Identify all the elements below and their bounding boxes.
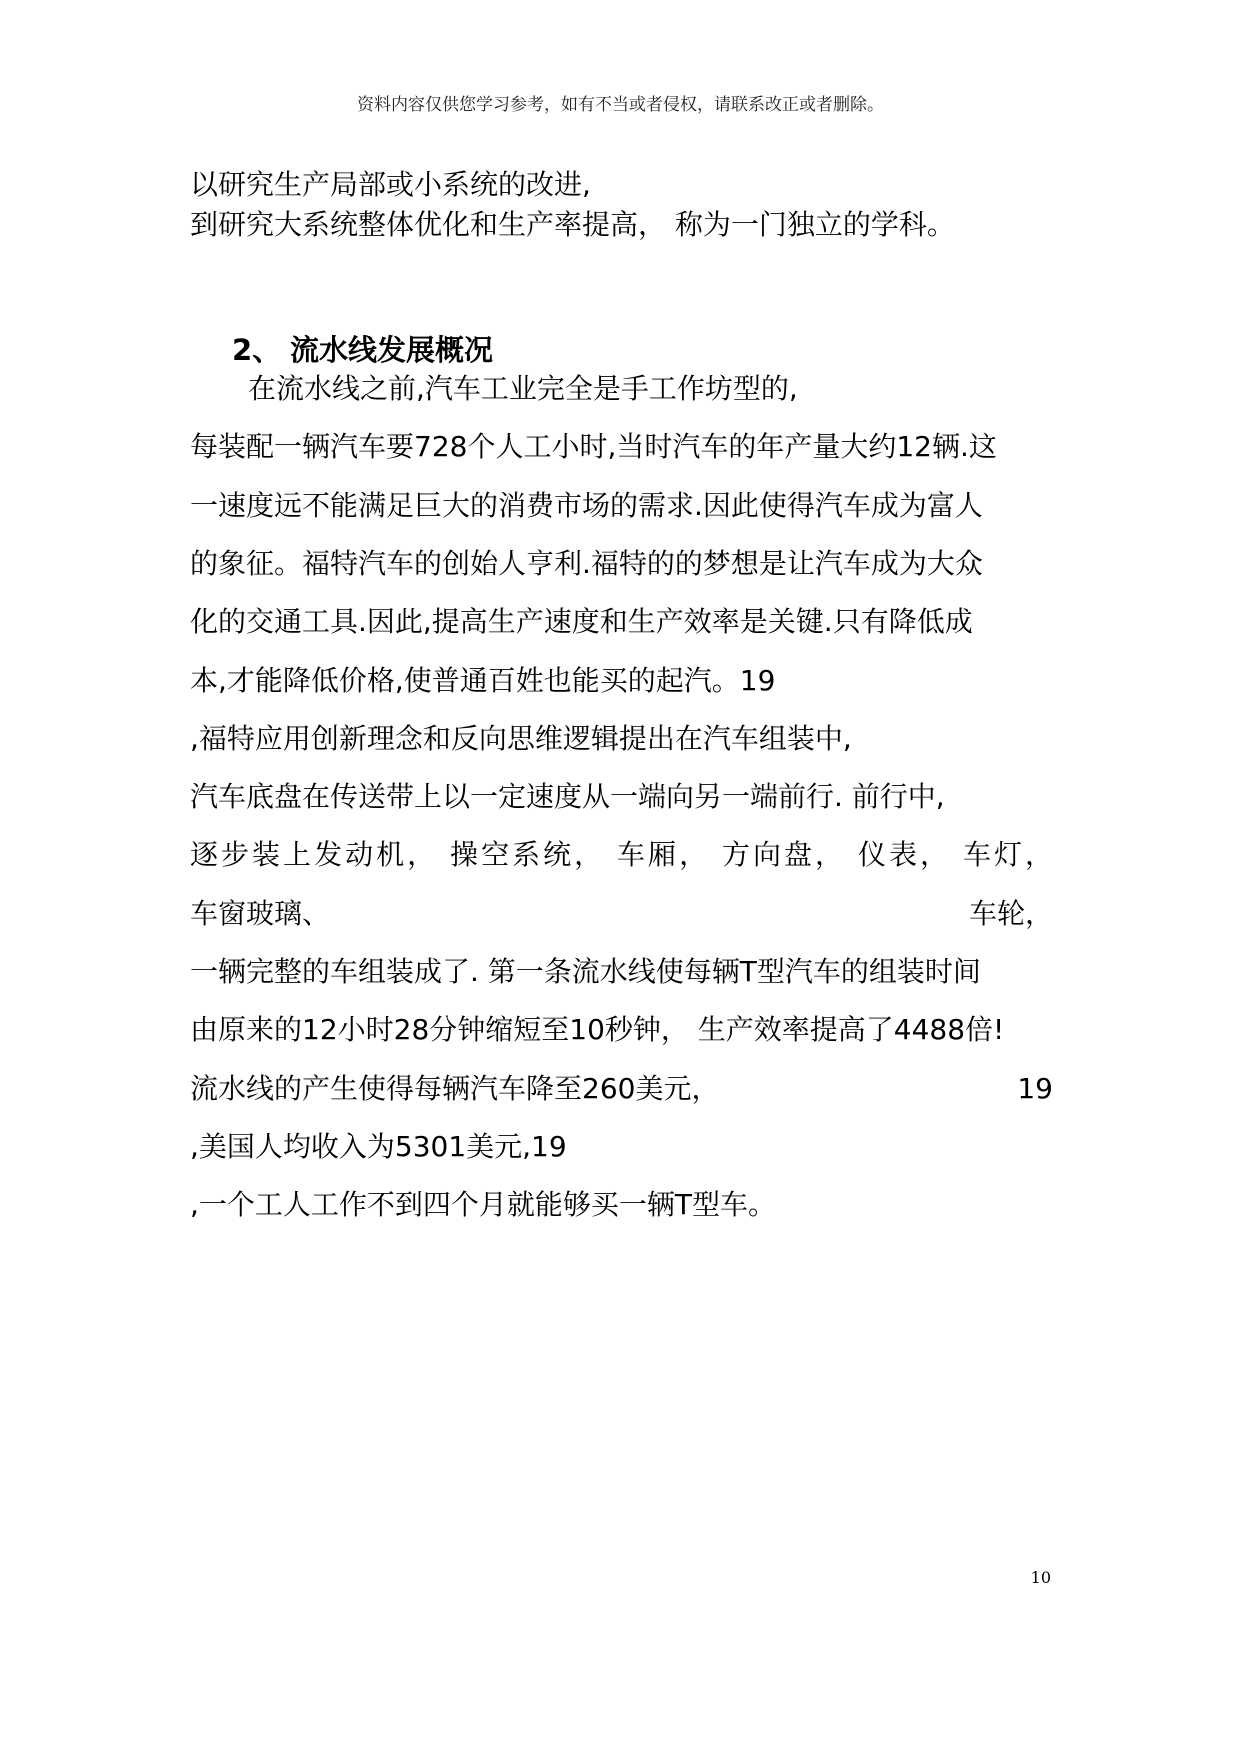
copyright-notice: 资料内容仅供您学习参考，如有不当或者侵权，请联系改正或者删除。 bbox=[357, 95, 884, 115]
intro-line-1: 以研究生产局部或小系统的改进, bbox=[190, 168, 591, 201]
paragraph-line-10: 车窗玻璃、 bbox=[190, 897, 331, 930]
paragraph-line-9: 逐步装上发动机， 操空系统， 车厢， 方向盘， 仪表， 车灯， bbox=[190, 838, 1053, 871]
paragraph-line-12: 由原来的12小时28分钟缩短至10秒钟， 生产效率提高了4488倍! bbox=[190, 1013, 1005, 1046]
paragraph-line-14: ,美国人均收入为5301美元,19 bbox=[190, 1130, 567, 1163]
paragraph-line-10-right: 车轮， bbox=[968, 897, 1053, 930]
paragraph-line-6: 本,才能降低价格,使普通百姓也能买的起汽。19 bbox=[190, 664, 776, 697]
paragraph-line-13-right: 19 bbox=[1017, 1072, 1053, 1105]
paragraph-line-15: ,一个工人工作不到四个月就能够买一辆T型车。 bbox=[190, 1188, 777, 1221]
paragraph-line-4: 的象征。福特汽车的创始人亨利.福特的的梦想是让汽车成为大众 bbox=[190, 547, 983, 580]
paragraph-line-13: 流水线的产生使得每辆汽车降至260美元， bbox=[190, 1072, 720, 1105]
paragraph-line-1: 在流水线之前,汽车工业完全是手工作坊型的, bbox=[248, 372, 798, 405]
section-title: 流水线发展概况 bbox=[290, 333, 494, 367]
paragraph-line-2: 每装配一辆汽车要728个人工小时,当时汽车的年产量大约12辆.这 bbox=[190, 430, 997, 463]
section-number: 2、 bbox=[232, 333, 282, 367]
intro-line-2: 到研究大系统整体优化和生产率提高， 称为一门独立的学科。 bbox=[190, 208, 955, 241]
section-heading bbox=[232, 328, 493, 369]
paragraph-line-8: 汽车底盘在传送带上以一定速度从一端向另一端前行. 前行中, bbox=[190, 780, 945, 813]
page-number: 10 bbox=[1030, 1568, 1051, 1587]
paragraph-line-7: ,福特应用创新理念和反向思维逻辑提出在汽车组装中, bbox=[190, 722, 852, 755]
paragraph-line-11: 一辆完整的车组装成了. 第一条流水线使每辆T型汽车的组装时间 bbox=[190, 955, 981, 988]
paragraph-line-3: 一速度远不能满足巨大的消费市场的需求.因此使得汽车成为富人 bbox=[190, 489, 983, 522]
paragraph-line-5: 化的交通工具.因此,提高生产速度和生产效率是关键.只有降低成 bbox=[190, 605, 973, 638]
